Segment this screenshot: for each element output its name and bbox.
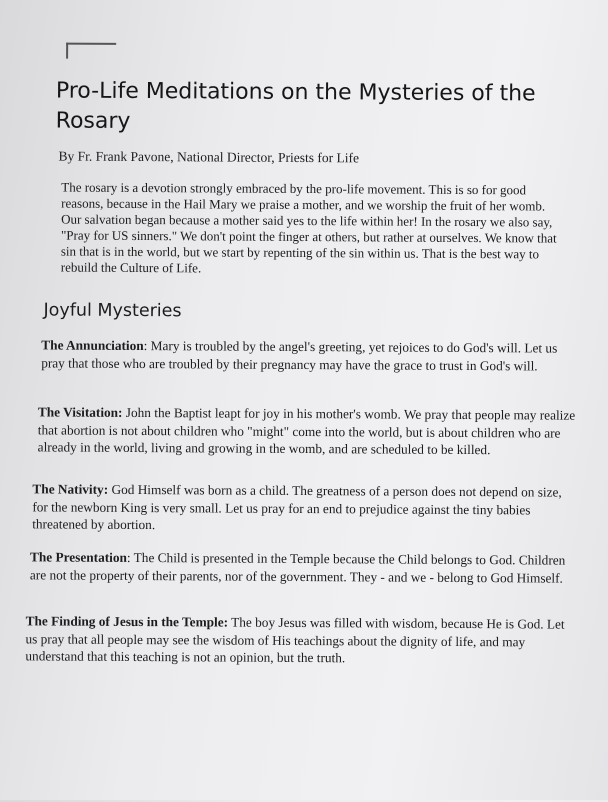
mystery-text: : The Child is presented in the Temple because the Child belongs to God. Children are not the property of their parents, nor of the government. They - and we - belong to God Himself.: [29, 549, 566, 586]
mystery-name: The Finding of Jesus in the Temple:: [25, 613, 229, 630]
mystery-visitation: [38, 403, 578, 459]
author-byline: By Fr. Frank Pavone, National Director, Priests for Life: [58, 148, 360, 166]
mystery-name: The Nativity:: [32, 481, 109, 497]
document-title: Pro-Life Meditations on the Mysteries of the Rosary: [55, 78, 536, 134]
mystery-presentation: [30, 548, 570, 586]
mystery-finding-in-temple: [25, 612, 565, 668]
mystery-name: The Visitation:: [37, 404, 123, 420]
mystery-nativity: [32, 480, 572, 536]
mystery-name: The Presentation: [29, 549, 127, 565]
section-heading: Joyful Mysteries: [43, 300, 182, 322]
intro-paragraph: The rosary is a devotion strongly embraced by the pro-life movement. This is so for good reasons, because in the Hail Mary we praise a mother, and we worship the fruit of her womb. Our salvation began because a mother said yes to the life within her! In the rosary we also say, "Pray for US sinners." We don't point the finger at others, but rather at ourselves. We know that sin that is in the world, but we start by repenting of the sin within us. That is the best way to rebuild the Culture of Life.: [60, 179, 557, 276]
mystery-text: : Mary is troubled by the angel's greeting, yet rejoices to do God's will. Let us pray that those who are troubled by their pregnancy may have the grace to trust in God's will.: [41, 338, 558, 373]
mystery-name: The Annunciation: [41, 337, 144, 354]
mystery-text: John the Baptist leapt for joy in his mother's womb. We pray that people may realize that abortion is not about children who "might" come into the world, but is about children who are already in the world, living and growing in the womb, and are scheduled to be killed.: [37, 404, 576, 458]
mystery-annunciation: [41, 336, 581, 374]
corner-mark: [66, 43, 116, 59]
mystery-text: The boy Jesus was filled with wisdom, because He is God. Let us pray that all people may see the wisdom of His teachings about the dignity of life, and may understand that this teaching is not an opinion, but the truth.: [25, 614, 565, 666]
mystery-text: God Himself was born as a child. The greatness of a person does not depend on size, for the newborn King is very small. Let us pray for an end to prejudice against the tiny babies threatened by abortion.: [32, 481, 562, 533]
